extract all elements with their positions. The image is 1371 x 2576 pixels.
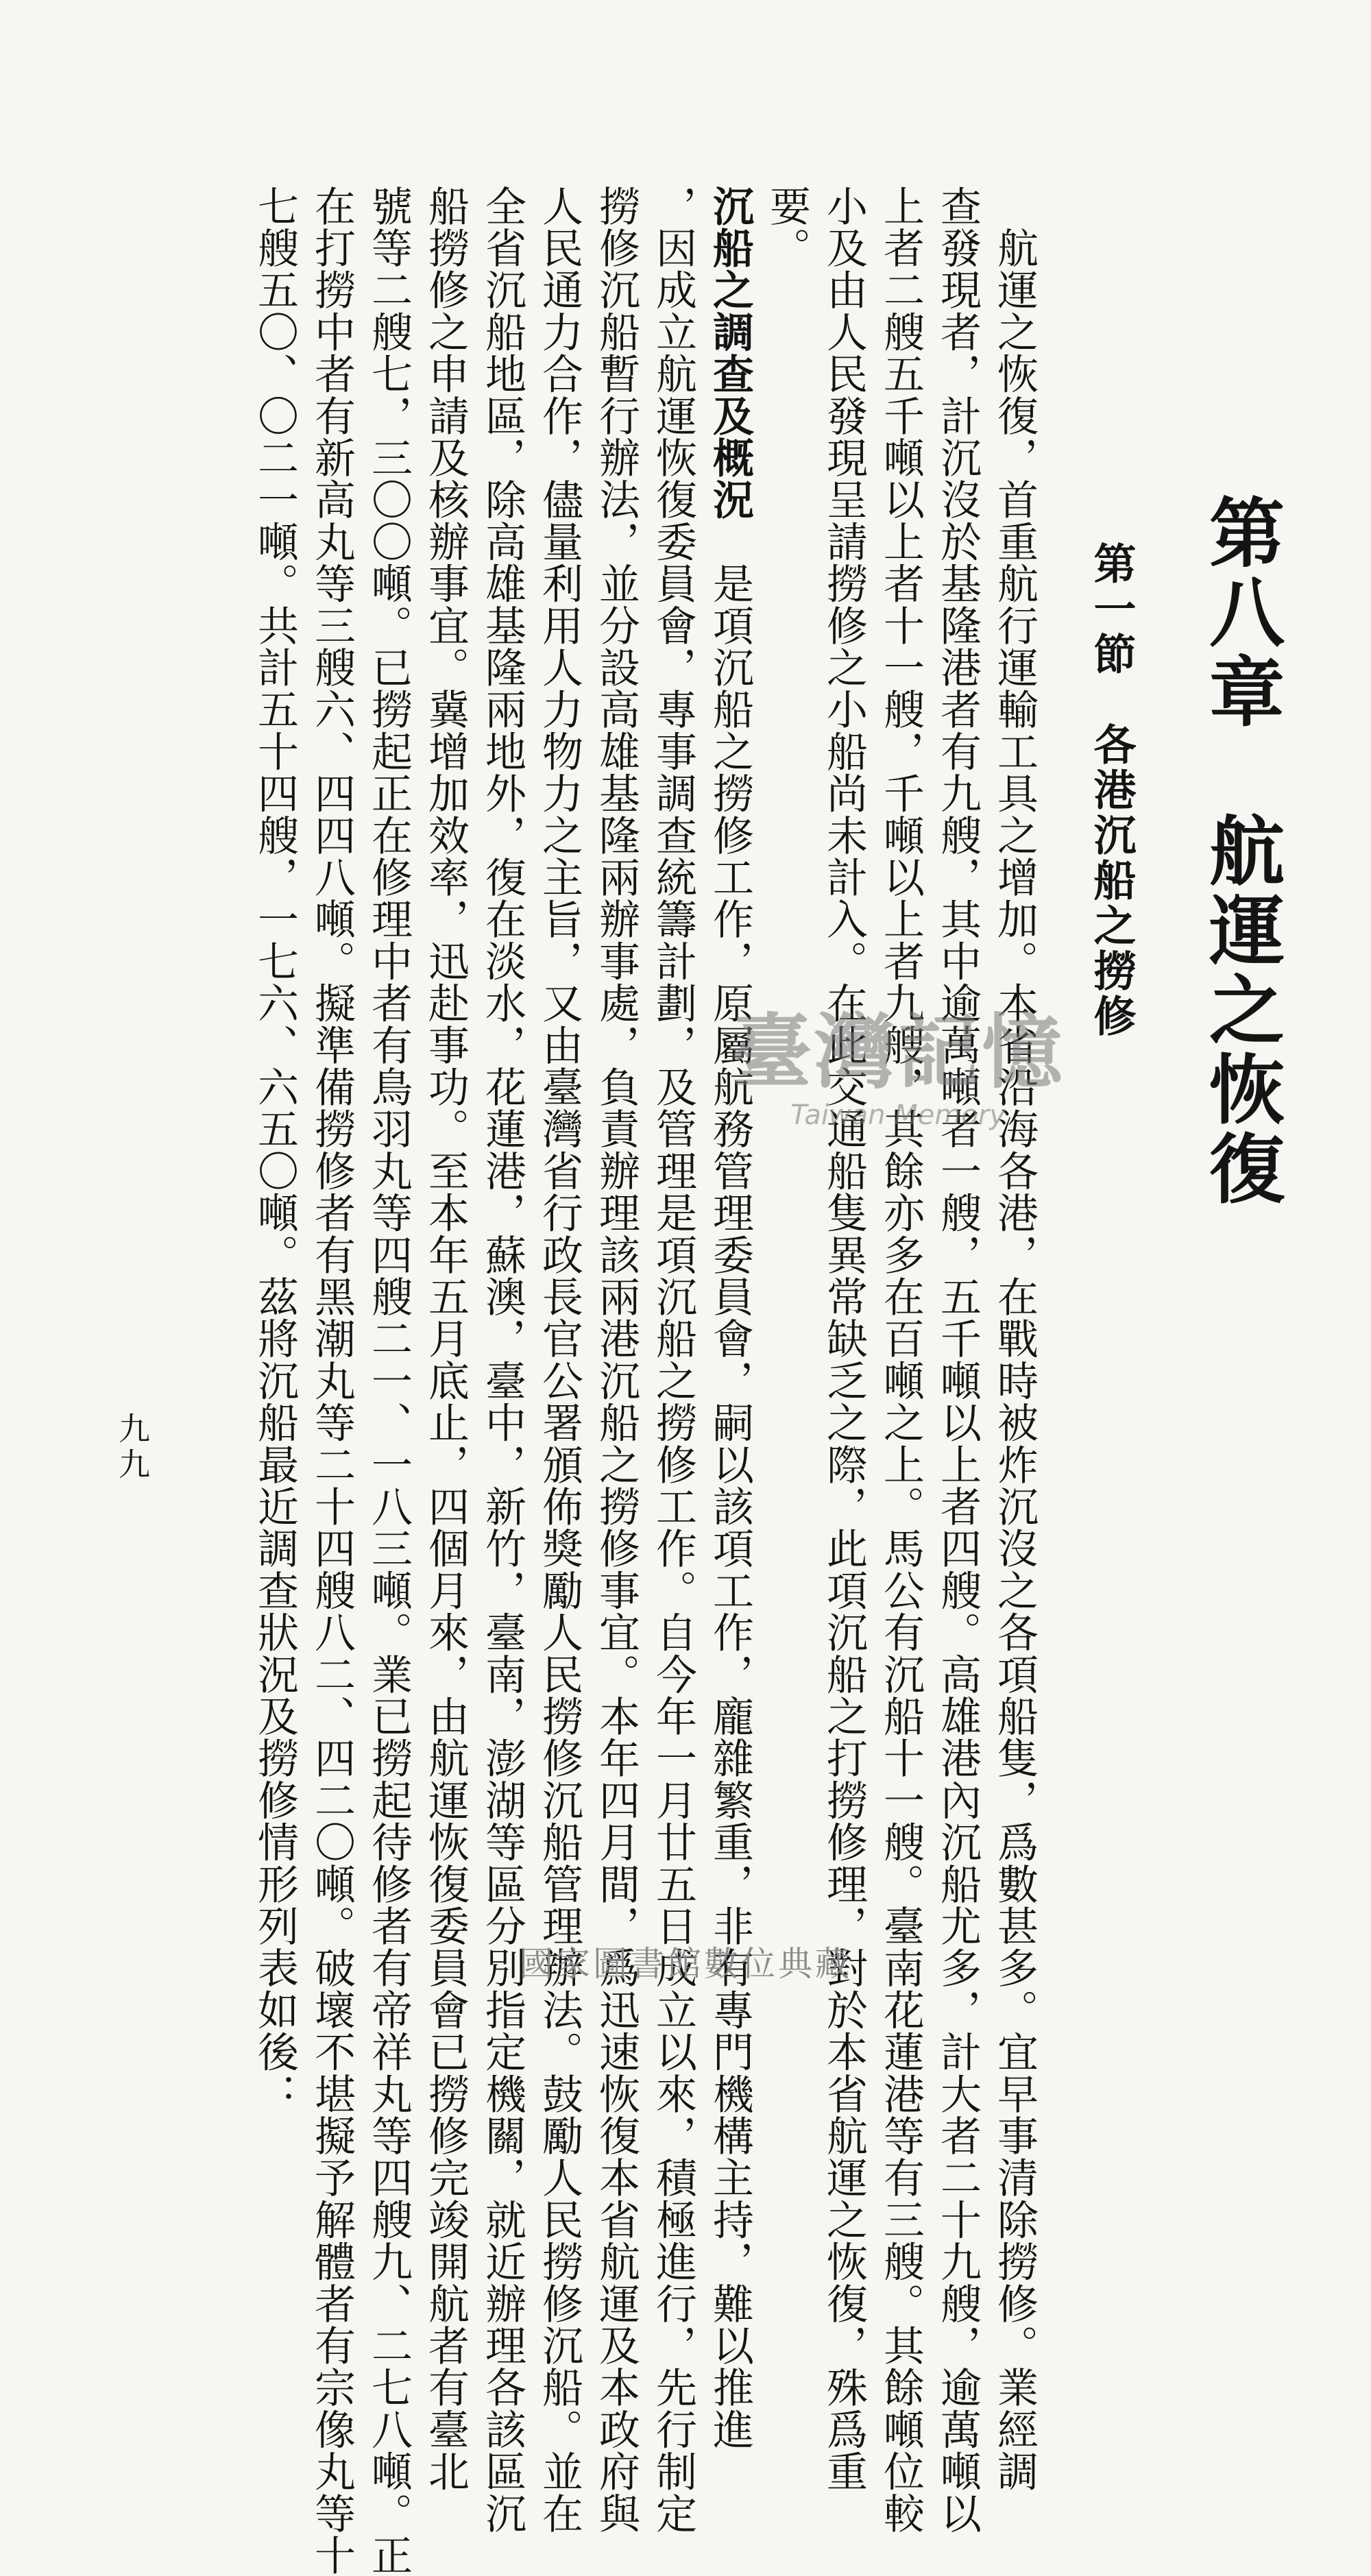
footer-caption: 國家圖書館數位典藏 — [519, 1944, 852, 1984]
page-number: 九九 — [114, 1412, 151, 1483]
watermark — [692, 987, 1104, 1131]
body-line: 七艘五〇、〇二一噸。共計五十四艘，一七六、六五〇噸。茲將沉船最近調查狀況及撈修情形列表如後： — [251, 185, 299, 2115]
body-line: 全省沉船地區，除高雄基隆兩地外，復在淡水，花蓮港，蘇澳，臺中，新竹，臺南，澎湖等區分別指定機關，就近辦理各該區沉 — [478, 185, 526, 2535]
body-line: ，因成立航運恢復委員會，專事調查統籌計劃，及管理是項沉船之撈修工作。自今年一月廿五日成立以來，積極進行，先行制定 — [649, 185, 697, 2535]
section-title: 第一節 各港沉船之撈修 — [1087, 542, 1137, 1039]
body-line: 船撈修之申請及核辦事宜。冀增加效率，迅赴事功。至本年五月底止，四個月來，由航運恢復委員會已撈修完竣開航者有臺北 — [422, 185, 470, 2492]
body-line: 號等二艘七，三〇〇噸。已撈起正在修理中者有鳥羽丸等四艘二一、一八三噸。業已撈起待修者有帝祥丸等四艘九、二七八噸。正 — [365, 185, 413, 2576]
body-line: 撈修沉船暫行辦法，並分設高雄基隆兩辦事處，負責辦理該兩港沉船之撈修事宜。本年四月間，爲迅速恢復本省航運及本政府與 — [592, 185, 640, 2535]
body-line: 人民通力合作，儘量利用人力物力之主旨，又由臺灣省行政長官公署頒佈獎勵人民撈修沉船管理辦法。鼓勵人民撈修沉船。並在 — [535, 185, 583, 2535]
body-line — [706, 185, 754, 2451]
subheading: 沉船之調查及概況 — [706, 185, 754, 521]
watermark-subtext: Taiwan Memory — [790, 1099, 1006, 1131]
body-line: 查發現者，計沉沒於基隆港者有九艘，其中逾萬噸者一艘，五千噸以上者四艘。高雄港內沉船尤多，計大者二十九艘，逾萬噸以 — [934, 185, 982, 2535]
watermark-text: 臺灣記憶 — [730, 1004, 1065, 1099]
body-line-text: 是項沉船之撈修工作，原屬航務管理委員會，嗣以該項工作，龐雜繁重，非有專門機構主持，難以推進 — [706, 520, 754, 2451]
chapter-title: 第八章 航運之恢復 — [1197, 494, 1285, 1209]
body-line: 在打撈中者有新高丸等三艘六、四四八噸。擬準備撈修者有黑潮丸等二十四艘八二、四二〇噸。破壞不堪擬予解體者有宗像丸等十 — [308, 185, 356, 2576]
body-line: 小及由人民發現呈請撈修之小船尚未計入。在此交通船隻異常缺乏之際，此項沉船之打撈修理，對於本省航運之恢復，殊爲重 — [820, 185, 868, 2492]
body-line: 要。 — [763, 185, 811, 269]
body-line: 上者二艘五千噸以上者十一艘，千噸以上者九艘，其餘亦多在百噸之上。馬公有沉船十一艘。臺南花蓮港等有三艘。其餘噸位較 — [877, 185, 925, 2535]
body-line: 航運之恢復，首重航行運輸工具之增加。本省沿海各港，在戰時被炸沉沒之各項船隻，爲數甚多。宜早事清除撈修。業經調 — [991, 185, 1039, 2492]
